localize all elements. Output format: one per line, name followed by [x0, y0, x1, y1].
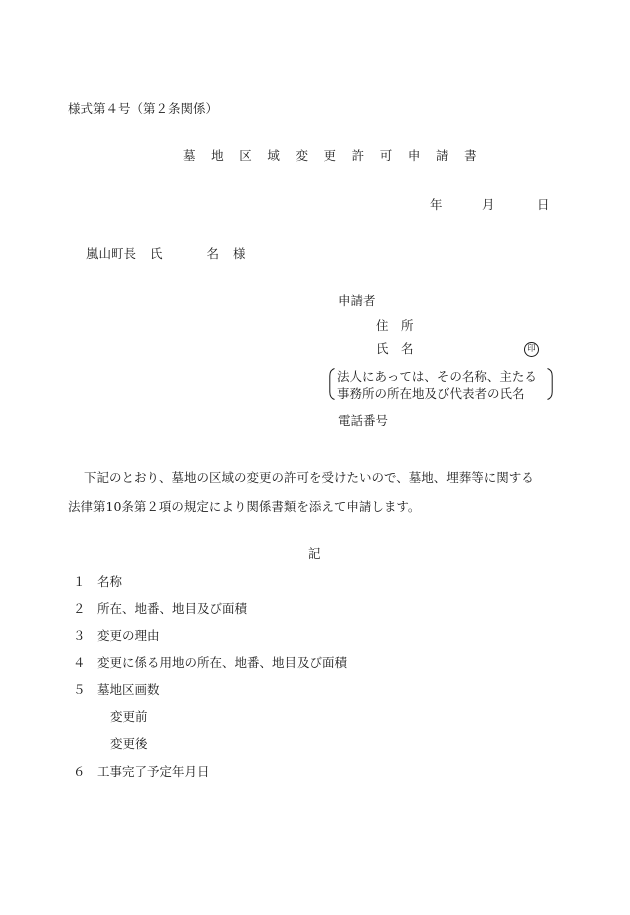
- title-char: 墓: [183, 148, 196, 163]
- body-paragraph: [68, 463, 534, 521]
- addressee-org: 嵐山町長: [86, 246, 137, 261]
- item-label[interactable]: 工事完了予定年月日: [97, 764, 210, 779]
- item-number: ５: [73, 682, 86, 697]
- title-char: 地: [211, 148, 224, 163]
- item-label[interactable]: 所在、地番、地目及び面積: [97, 601, 248, 616]
- title-char: 許: [351, 148, 365, 163]
- item-label[interactable]: 名称: [97, 574, 123, 589]
- applicant-label: 申請者: [338, 293, 376, 308]
- corp-note-line2: 事務所の所在地及び代表者の氏名: [337, 386, 525, 401]
- title-char: 書: [464, 148, 477, 163]
- item-number: ６: [73, 764, 86, 779]
- item-number: ２: [73, 601, 86, 616]
- title-char: 更: [323, 148, 337, 163]
- addressee-mei: 名: [206, 246, 220, 261]
- corporation-note: [329, 368, 553, 400]
- title-char: 域: [267, 148, 280, 163]
- title-char: 変: [295, 148, 309, 163]
- date-day-field[interactable]: 日: [537, 197, 550, 212]
- seal-mark-icon: 印: [524, 342, 539, 357]
- ki-heading: 記: [308, 546, 321, 561]
- address-field[interactable]: 住 所: [376, 318, 414, 333]
- right-bracket-icon: [547, 368, 553, 400]
- phone-field[interactable]: 電話番号: [338, 413, 389, 428]
- item-label[interactable]: 墓地区画数: [97, 682, 160, 697]
- addressee-shi: 氏: [150, 246, 163, 261]
- title-char: 区: [239, 148, 252, 163]
- title-char: 請: [435, 148, 449, 163]
- item-label[interactable]: 変更の理由: [97, 628, 160, 643]
- document-title: [183, 150, 477, 163]
- item-number: １: [73, 574, 86, 589]
- title-char: 申: [407, 148, 421, 163]
- addressee: [86, 248, 246, 261]
- sub-item-after[interactable]: 変更後: [110, 736, 148, 751]
- form-number: 様式第４号（第２条関係）: [68, 101, 219, 116]
- date-year-field[interactable]: 年: [430, 197, 443, 212]
- title-char: 可: [379, 148, 393, 163]
- left-bracket-icon: [329, 368, 335, 400]
- sub-item-before[interactable]: 変更前: [110, 709, 148, 724]
- body-line2: 法律第10条第２項の規定により関係書類を添えて申請します。: [68, 499, 421, 514]
- corp-note-line1: 法人にあっては、その名称、主たる: [337, 369, 537, 384]
- date-month-field[interactable]: 月: [482, 197, 495, 212]
- item-label[interactable]: 変更に係る用地の所在、地番、地目及び面積: [97, 655, 348, 670]
- item-number: ４: [73, 655, 86, 670]
- body-line1: 下記のとおり、墓地の区域の変更の許可を受けたいので、墓地、埋葬等に関する: [84, 470, 534, 485]
- item-number: ３: [73, 628, 86, 643]
- addressee-sama: 様: [233, 246, 246, 261]
- name-field[interactable]: 氏 名: [376, 341, 414, 356]
